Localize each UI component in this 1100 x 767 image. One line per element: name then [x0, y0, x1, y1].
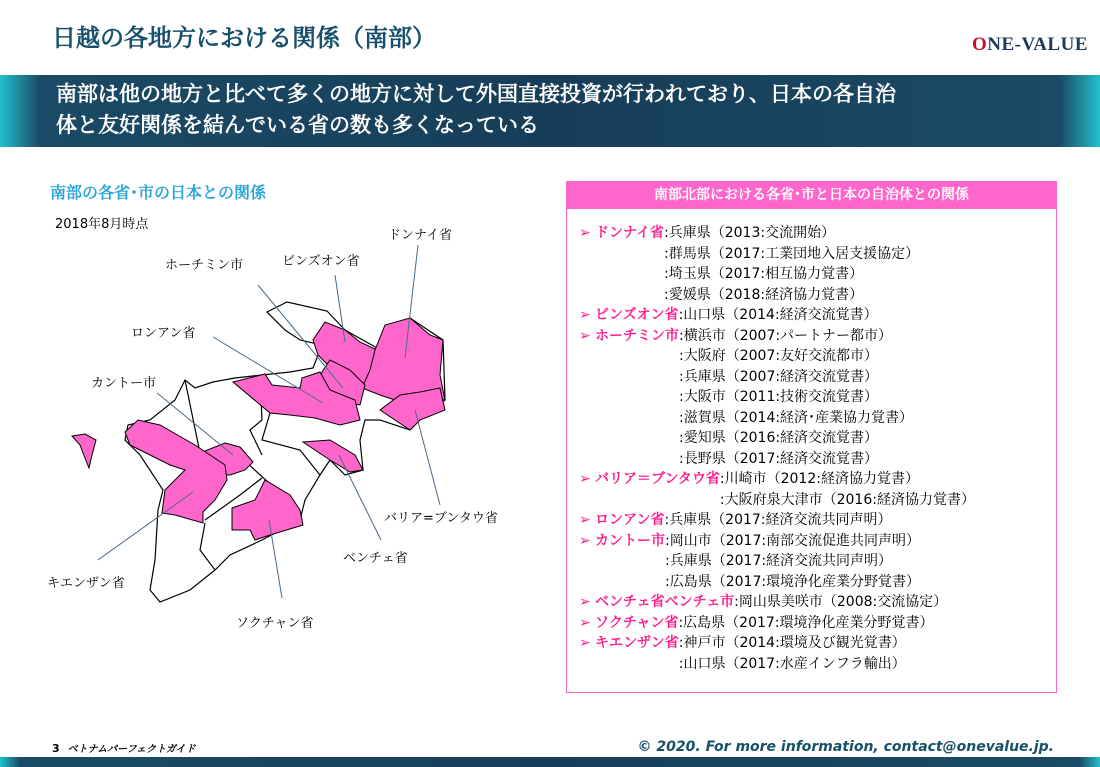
arrow-bullet-icon	[579, 449, 595, 470]
relation-row	[579, 531, 1056, 552]
arrow-bullet-icon: ➢	[579, 225, 591, 241]
arrow-bullet-icon	[579, 346, 595, 367]
page-title: 日越の各地方における関係（南部）	[52, 24, 436, 52]
region-name: ソクチャン省	[595, 614, 679, 631]
map-subtitle: 南部の各省･市の日本との関係	[50, 183, 267, 202]
relation-row	[579, 387, 1056, 408]
relation-detail: :山口県（2014:経済交流覚書）	[678, 307, 878, 323]
map-date: 2018年8月時点	[55, 217, 149, 232]
relation-row	[579, 654, 1056, 675]
relation-row	[579, 244, 1056, 265]
region-name: ドンナイ省	[595, 225, 665, 241]
relation-detail: :広島県（2017:環境浄化産業分野覚書）	[665, 573, 921, 590]
relation-detail: :川崎市（2012:経済協力覚書）	[719, 471, 919, 487]
arrow-bullet-icon	[579, 654, 595, 675]
arrow-bullet-icon	[579, 244, 595, 265]
arrow-bullet-icon: ➢	[579, 635, 591, 651]
relation-row	[579, 367, 1056, 388]
region-name: ビンズオン省	[595, 307, 679, 323]
footer-bar	[0, 757, 1100, 767]
relation-row	[579, 613, 1056, 634]
relation-row	[579, 428, 1056, 449]
relation-row	[579, 510, 1056, 531]
leader-line	[415, 410, 440, 505]
banner-line: 南部は他の地方と比べて多くの地方に対して外国直接投資が行われており、日本の各自治	[56, 82, 896, 106]
relation-row	[579, 469, 1056, 490]
southern-vietnam-map	[0, 0, 560, 700]
arrow-bullet-icon: ➢	[579, 307, 591, 323]
logo: ONE-VALUE	[971, 34, 1088, 55]
relation-row	[579, 551, 1056, 572]
arrow-bullet-icon	[579, 264, 595, 285]
arrow-bullet-icon	[579, 490, 595, 511]
relation-row	[579, 326, 1056, 347]
relation-detail: :滋賀県（2014:経済･産業協力覚書）	[679, 409, 914, 426]
map-label-soc-trang: ソクチャン省	[236, 616, 314, 631]
relations-list	[567, 209, 1056, 674]
region-name: キエンザン省	[595, 635, 679, 651]
arrow-bullet-icon	[579, 428, 595, 449]
map-label-hcmc: ホーチミン市	[165, 258, 244, 273]
arrow-bullet-icon	[579, 285, 595, 306]
logo-text: NE-VALUE	[987, 34, 1088, 55]
relation-row	[579, 490, 1056, 511]
relation-row	[579, 264, 1056, 285]
region-kien-giang-island	[72, 434, 96, 468]
relation-detail: :岡山市（2017:南部交流促進共同声明）	[665, 532, 921, 549]
relation-detail: :大阪市（2011:技術交流覚書）	[679, 389, 879, 405]
relation-detail: :埼玉県（2017:相互協力覚書）	[664, 266, 864, 282]
relation-detail: :愛媛県（2018:経済協力覚書）	[664, 286, 864, 303]
relation-detail: :愛知県（2016:経済交流覚書）	[679, 430, 879, 446]
relation-detail: :大阪府泉大津市（2016:経済協力覚書）	[719, 491, 975, 508]
relation-detail: :兵庫県（2017:経済交流共同声明）	[665, 553, 893, 569]
relation-detail: :広島県（2017:環境浄化産業分野覚書）	[678, 614, 934, 631]
region-name: カントー市	[595, 532, 665, 549]
region-name: バリア＝ブンタウ省	[595, 471, 720, 487]
region-name: ホーチミン市	[595, 327, 679, 344]
relation-row	[579, 633, 1056, 654]
map-label-kien-giang: キエンザン省	[47, 576, 125, 591]
relation-detail: :兵庫県（2017:経済交流共同声明）	[664, 512, 892, 528]
region-name: ベンチェ省ベンチェ市	[595, 594, 735, 610]
arrow-bullet-icon: ➢	[579, 512, 591, 528]
relation-row	[579, 346, 1056, 367]
copyright: © 2020. For more information, contact@onevalue.jp.	[637, 739, 1054, 755]
footer-left	[52, 740, 196, 755]
arrow-bullet-icon: ➢	[579, 532, 591, 549]
arrow-bullet-icon	[579, 551, 595, 572]
relation-row	[579, 285, 1056, 306]
region-name: ロンアン省	[595, 512, 665, 528]
arrow-bullet-icon: ➢	[579, 471, 591, 487]
page-number: 3	[52, 742, 60, 755]
relation-detail: :大阪府（2007:友好交流都市）	[679, 348, 879, 364]
map-label-dong-nai: ドンナイ省	[388, 228, 453, 243]
map-label-can-tho: カントー市	[91, 376, 157, 391]
arrow-bullet-icon	[579, 408, 595, 429]
relation-row	[579, 572, 1056, 593]
map-label-long-an: ロンアン省	[131, 326, 196, 341]
map-label-ben-tre: ベンチェ省	[343, 551, 408, 566]
relations-panel	[566, 181, 1057, 693]
relation-detail: :山口県（2017:水産インフラ輸出）	[678, 655, 906, 672]
relation-detail: :神戸市（2014:環境及び観光覚書）	[678, 635, 906, 651]
relation-detail: :兵庫県（2007:経済交流覚書）	[679, 368, 879, 385]
arrow-bullet-icon: ➢	[579, 327, 591, 344]
arrow-bullet-icon: ➢	[579, 594, 591, 610]
relation-detail: :群馬県（2017:工業団地入居支援協定）	[664, 245, 920, 262]
map-label-ba-ria-vung-tau: バリア=ブンタウ省	[384, 511, 498, 526]
relation-detail: :兵庫県（2013:交流開始）	[664, 225, 836, 241]
guide-name: ベトナムパーフェクトガイド	[67, 744, 196, 755]
arrow-bullet-icon	[579, 572, 595, 593]
map-label-binh-duong: ビンズオン省	[282, 254, 360, 269]
arrow-bullet-icon	[579, 387, 595, 408]
relation-row	[579, 223, 1056, 244]
relation-row	[579, 449, 1056, 470]
banner-line: 体と友好関係を結んでいる省の数も多くなっている	[56, 113, 539, 137]
arrow-bullet-icon	[579, 367, 595, 388]
panel-title: 南部北部における各省･市と日本の自治体との関係	[567, 182, 1056, 209]
relation-row	[579, 305, 1056, 326]
relation-detail: :長野県（2017:経済交流覚書）	[679, 450, 879, 467]
relation-detail: :岡山県美咲市（2008:交流協定）	[734, 594, 948, 610]
relation-row	[579, 408, 1056, 429]
relation-row	[579, 592, 1056, 613]
arrow-bullet-icon: ➢	[579, 614, 591, 631]
relation-detail: :横浜市（2007:パートナー都市）	[679, 327, 893, 344]
